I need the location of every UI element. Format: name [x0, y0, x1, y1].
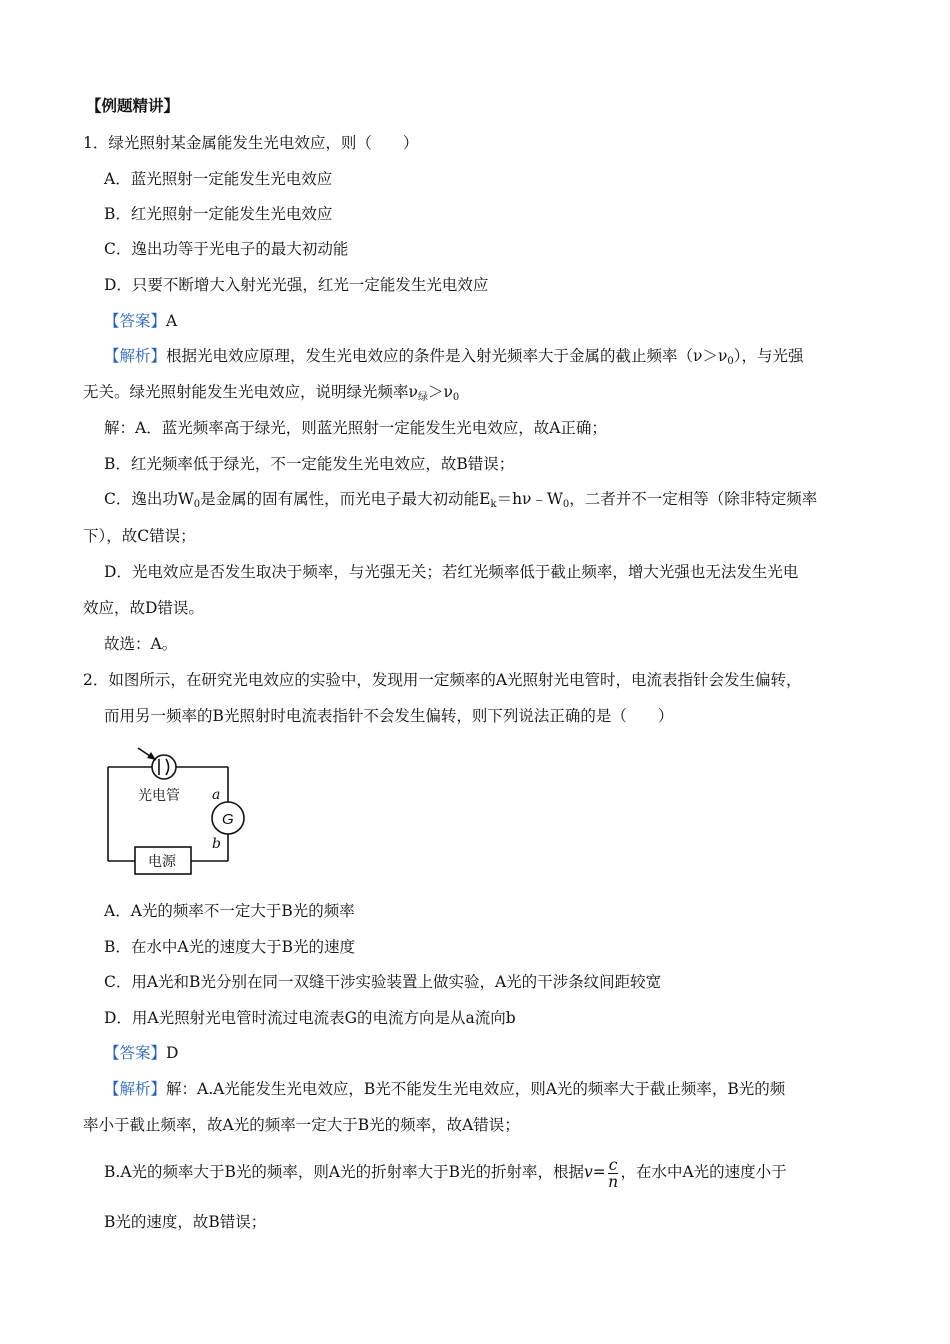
- q1-solution-a: 解：A．蓝光频率高于绿光，则蓝光照射一定能发生光电效应，故A正确；: [104, 419, 607, 437]
- power-source-label: 电源: [148, 853, 176, 869]
- formula-denominator: n: [608, 1172, 619, 1191]
- q1-option-a: A．蓝光照射一定能发生光电效应: [104, 170, 333, 188]
- q2-option-b: B．在水中A光的速度大于B光的速度: [104, 938, 355, 956]
- q2-answer-line: [104, 1043, 178, 1063]
- q1-analysis-text-2a: 无关。绿光照射能发生光电效应，说明绿光频率ν: [83, 383, 418, 401]
- q1-analysis-line-2: [83, 382, 459, 408]
- q2-analysis-text-1: 解：A.A光能发生光电效应，B光不能发生光电效应，则A光的频率大于截止频率，B光的频: [166, 1080, 786, 1098]
- q2-answer-tag: 【答案】: [104, 1044, 167, 1062]
- q1-solution-d-line-2: 效应，故D错误。: [83, 599, 204, 617]
- q1-solution-c-text-d: ，二者并不一定相等（除非特定频率: [569, 490, 818, 508]
- q1-solution-c-line-2: 下），故C错误；: [83, 527, 196, 545]
- q2-answer: D: [166, 1044, 179, 1062]
- q2-option-d: D．用A光照射光电管时流过电流表G的电流方向是从a流向b: [104, 1009, 516, 1027]
- formula-lhs: v: [584, 1163, 593, 1181]
- q1-solution-b: B．红光频率低于绿光，不一定能发生光电效应，故B错误；: [104, 455, 515, 473]
- q2-analysis-text-3a: B.A光的频率大于B光的频率，则A光的折射率大于B光的折射率，根据: [104, 1163, 584, 1181]
- q1-stem: 1．绿光照射某金属能发生光电效应，则（ ）: [83, 134, 419, 152]
- terminal-b-label: b: [212, 836, 221, 852]
- q1-answer-line: [104, 311, 177, 331]
- q2-option-a: A．A光的频率不一定大于B光的频率: [104, 902, 355, 920]
- q2-analysis-text-3b: ，在水中A光的速度小于: [620, 1163, 787, 1181]
- q1-solution-c-sub-2: k: [490, 499, 497, 510]
- q1-solution-c-text-b: 是金属的固有属性，而光电子最大初动能E: [200, 490, 491, 508]
- q1-analysis-text-2b: ＞ν: [427, 383, 453, 401]
- terminal-a-label: a: [212, 787, 221, 803]
- q1-solution-c-text-a: C．逸出功W: [104, 490, 194, 508]
- q1-solution-c-line-1: [104, 489, 817, 515]
- q1-solution-c-sub-1: 0: [193, 499, 201, 510]
- formula-equals: =: [592, 1163, 606, 1181]
- q2-option-c: C．用A光和B光分别在同一双缝干涉实验装置上做实验，A光的干涉条纹间距较宽: [104, 973, 662, 991]
- q2-analysis-line-1: [104, 1079, 785, 1099]
- q1-analysis-tag: 【解析】: [104, 347, 167, 365]
- q1-analysis-text-1a: 根据光电效应原理，发生光电效应的条件是入射光频率大于金属的截止频率（ν＞ν: [166, 347, 728, 365]
- q2-analysis-line-3: [104, 1155, 787, 1190]
- phototube-icon: [152, 755, 176, 779]
- q2-analysis-line-2: 率小于截止频率，故A光的频率一定大于B光的频率，故A错误；: [83, 1116, 520, 1134]
- q1-analysis-sub-1: 0: [727, 356, 734, 367]
- q2-stem-line-2: 而用另一频率的B光照射时电流表指针不会发生偏转，则下列说法正确的是（ ）: [104, 707, 674, 725]
- section-title: 【例题精讲】: [86, 96, 180, 115]
- q1-solution-d-line-1: D．光电效应是否发生取决于频率，与光强无关；若红光频率低于截止频率，增大光强也无法发生光电: [104, 563, 799, 581]
- q2-analysis-tag: 【解析】: [104, 1080, 167, 1098]
- q2-analysis-line-4: B光的速度，故B错误；: [104, 1213, 267, 1231]
- q1-analysis-sub-2b: 0: [452, 392, 460, 403]
- arrowhead-icon: [147, 752, 156, 760]
- formula-numerator: c: [608, 1155, 618, 1174]
- q1-answer-tag: 【答案】: [104, 312, 167, 330]
- q1-option-d: D．只要不断增大入射光光强，红光一定能发生光电效应: [104, 276, 489, 294]
- galvanometer-label: G: [222, 811, 234, 828]
- phototube-anode: [166, 759, 169, 775]
- circuit-diagram: [100, 740, 250, 880]
- q1-option-b: B．红光照射一定能发生光电效应: [104, 205, 333, 223]
- q1-answer: A: [166, 312, 178, 330]
- q1-solution-c-sub-3: 0: [562, 499, 570, 510]
- q1-analysis-text-1b: ），与光强: [733, 347, 804, 365]
- q1-analysis-line-1: [104, 346, 804, 372]
- q1-analysis-sub-2a: 绿: [417, 392, 428, 403]
- q2-stem-line-1: 2．如图所示，在研究光电效应的实验中，发现用一定频率的A光照射光电管时，电流表指针会发生偏转，: [83, 671, 802, 689]
- formula-fraction: [608, 1157, 619, 1190]
- q1-option-c: C．逸出功等于光电子的最大初动能: [104, 240, 349, 258]
- q1-solution-c-text-c: ＝hν﹣W: [496, 490, 563, 508]
- phototube-label: 光电管: [138, 787, 180, 803]
- q1-choice: 故选：A。: [104, 635, 178, 653]
